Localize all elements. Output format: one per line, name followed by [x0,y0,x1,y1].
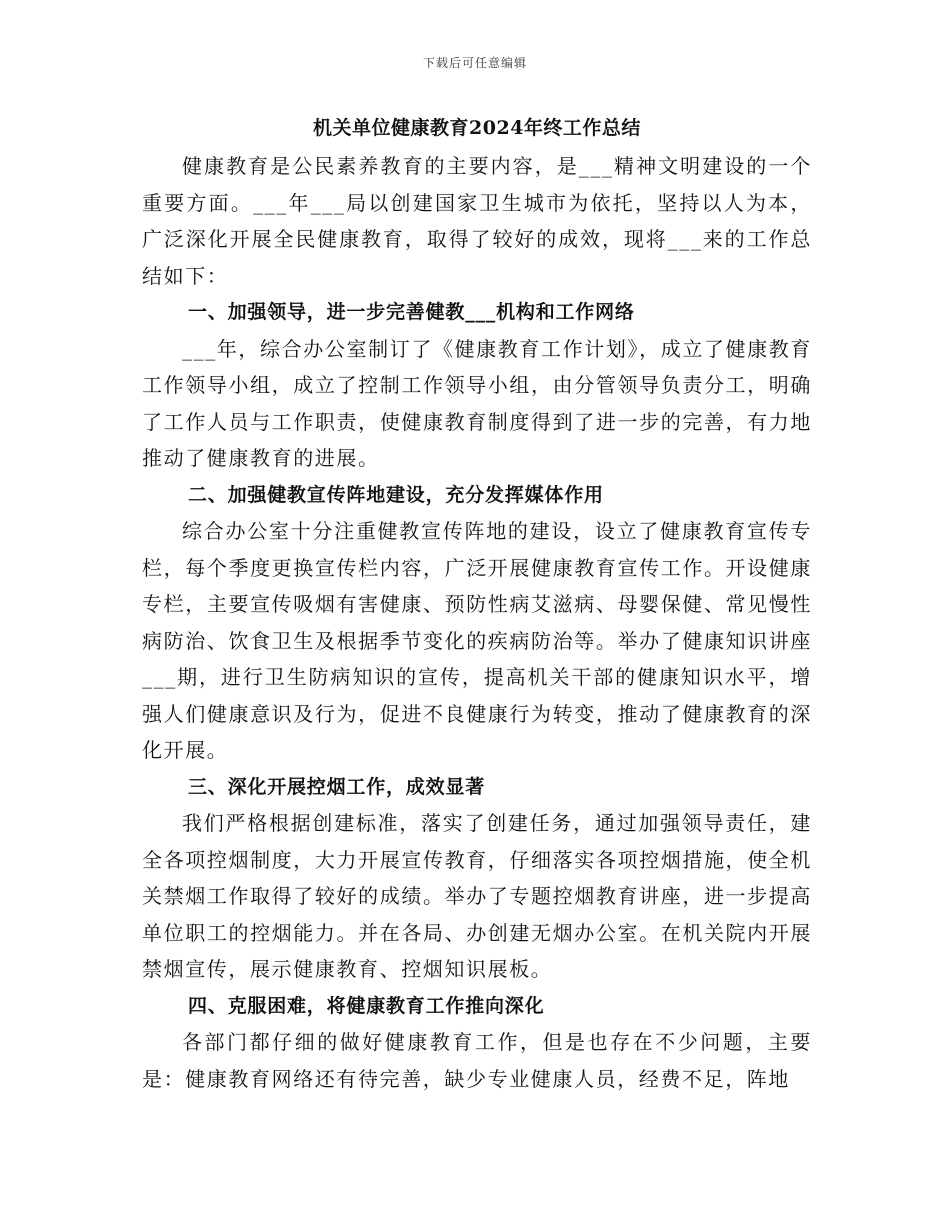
section-3-heading: 三、深化开展控烟工作，成效显著 [188,775,486,798]
intro-paragraph: 健康教育是公民素养教育的主要内容，是___精神文明建设的一个重要方面。___年___局以创建国家卫生城市为依托，坚持以人为本，广泛深化开展全民健康教育，取得了较好的成效，现将___来的工作总结如下： [142,154,812,288]
section-4-body: 各部门都仔细的做好健康教育工作，但是也存在不少问题，主要是：健康教育网络还有待完善，缺少专业健康人员，经费不足，阵地 [142,1030,812,1091]
section-1-heading: 一、加强领导，进一步完善健教___机构和工作网络 [188,301,635,323]
document-title: 机关单位健康教育2024年终工作总结 [313,117,641,139]
section-4-heading: 四、克服困难，将健康教育工作推向深化 [188,994,545,1017]
document-body [142,110,812,1097]
section-2-body: 综合办公室十分注重健教宣传阵地的建设，设立了健康教育宣传专栏，每个季度更换宣传栏内容，广泛开展健康教育宣传工作。开设健康专栏，主要宣传吸烟有害健康、预防性病艾滋病、母婴保健、常见慢性病防治、饮食卫生及根据季节变化的疾病防治等。举办了健康知识讲座___期，进行卫生防病知识的宣传，提高机关干部的健康知识水平，增强人们健康意识及行为，促进不良健康行为转变，推动了健康教育的深化开展。 [142,519,812,762]
header-note: 下载后可任意编辑 [422,56,527,70]
section-3-body: 我们严格根据创建标准，落实了创建任务，通过加强领导责任，建全各项控烟制度，大力开展宣传教育，仔细落实各项控烟措施，使全机关禁烟工作取得了较好的成绩。举办了专题控烟教育讲座，进一步提高单位职工的控烟能力。并在各局、办创建无烟办公室。在机关院内开展禁烟宣传，展示健康教育、控烟知识展板。 [142,811,812,981]
section-1-body: ___年，综合办公室制订了《健康教育工作计划》，成立了健康教育工作领导小组，成立了控制工作领导小组，由分管领导负责分工，明确了工作人员与工作职责，使健康教育制度得到了进一步的完善，有力地推动了健康教育的进展。 [142,336,812,470]
section-2-heading: 二、加强健教宣传阵地建设，充分发挥媒体作用 [188,483,604,506]
